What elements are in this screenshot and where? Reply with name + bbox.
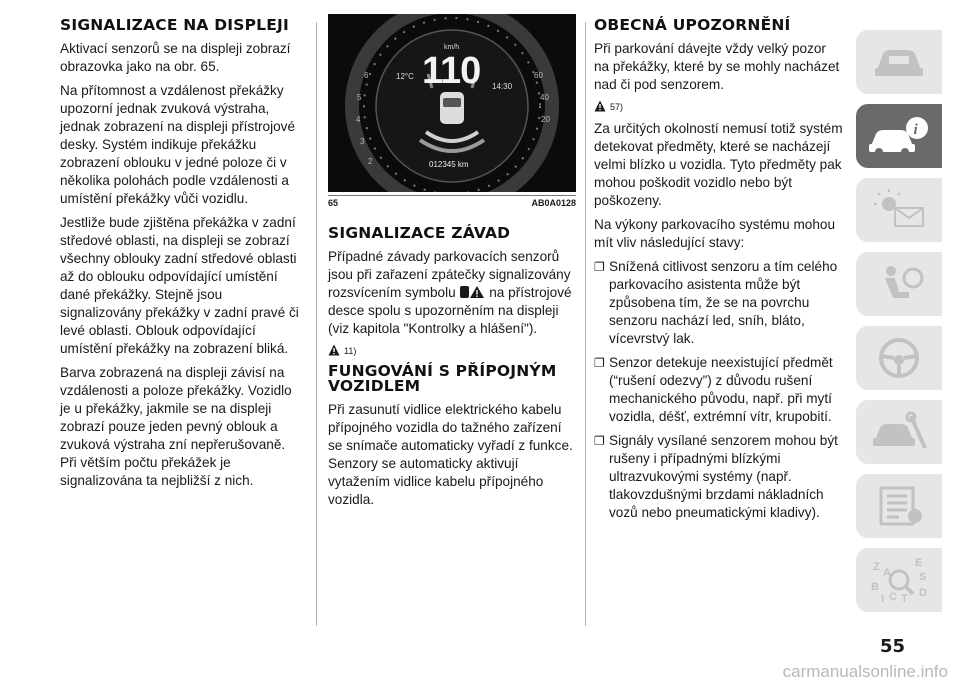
car-info-icon bbox=[867, 114, 931, 158]
tab-emergency[interactable] bbox=[856, 400, 942, 464]
figure-code: AB0A0128 bbox=[531, 198, 576, 208]
column-left bbox=[60, 18, 304, 496]
tab-driving[interactable] bbox=[856, 326, 942, 390]
figure-number: 65 bbox=[328, 198, 339, 208]
heading-fault-signaling: SIGNALIZACE ZÁVAD bbox=[328, 224, 511, 242]
svg-text:20: 20 bbox=[541, 115, 550, 124]
column-right bbox=[594, 18, 844, 528]
paragraph: Na přítomnost a vzdálenost překážky upozorní jednak zvuková výstraha, jednak zobrazení na displeji přístrojové desky. Systém indikuje překážku zobrazení oblouku v jedné poloze či v několika polohách podle vzdálenosti a umístění překážky vůči vozidlu. bbox=[60, 83, 296, 206]
svg-text:6: 6 bbox=[364, 71, 369, 80]
conditions-list bbox=[594, 258, 844, 522]
paragraph-fault bbox=[328, 248, 576, 338]
paragraph: Barva zobrazená na displeji závisí na vzdálenosti a poloze překážky. Vozidlo je u překážky, jakmile se na displeji zobrazí pouze jeden pevný oblouk a zvuková výstraha zní nepřerušovaně. Při větším počtu překážek je signalizována ta nejbližší z nich. bbox=[60, 365, 292, 488]
svg-text:Z: Z bbox=[873, 561, 880, 573]
speed-unit: km/h bbox=[444, 44, 460, 51]
svg-text:5: 5 bbox=[357, 93, 362, 102]
tab-dashboard[interactable] bbox=[856, 30, 942, 94]
heading-display-signaling: SIGNALIZACE NA DISPLEJI bbox=[60, 16, 289, 34]
warning-triangle-icon bbox=[594, 100, 606, 112]
clock-readout: 14:30 bbox=[492, 82, 513, 91]
svg-text:S: S bbox=[919, 571, 927, 583]
tab-vehicle-info[interactable] bbox=[856, 104, 942, 168]
svg-text:C: C bbox=[889, 591, 897, 603]
paragraph-text: Případné závady parkovacích senzorů jsou při zařazení zpátečky signalizovány rozsvícením symbolu bbox=[328, 249, 571, 300]
tab-technical-data[interactable] bbox=[856, 474, 942, 538]
paragraph: Na výkony parkovacího systému mohou mít vliv následující stavy: bbox=[594, 217, 836, 250]
svg-text:I: I bbox=[881, 593, 885, 604]
paragraph: Za určitých okolností nemusí totiž systém detekovat předměty, které se nacházejí velmi blízko u vozidla. Tyto předměty pak mohou poškodit vozidlo nebo být poškozeny. bbox=[594, 121, 843, 208]
reference-number: 57) bbox=[610, 102, 624, 112]
list-item: ❐ Snížená citlivost senzoru a tím celého parkovacího asistenta může být způsobena tím, že se na povrchu senzoru nachází led, sníh, bláto, vícevrstvý lak. bbox=[594, 258, 844, 348]
page-number: 55 bbox=[880, 636, 906, 657]
heading-trailer-operation: FUNGOVÁNÍ S PŘÍPOJNÝM VOZIDLEM bbox=[328, 362, 557, 395]
svg-text:i: i bbox=[913, 122, 918, 138]
paragraph: Při parkování dávejte vždy velký pozor na překážky, které by se mohly nacházet nad či pod senzorem. bbox=[594, 41, 840, 92]
index-letters-icon bbox=[867, 556, 931, 604]
paragraph: Při zasunutí vidlice elektrického kabelu přípojného vozidla do tažného zařízení se snímače automaticky vyřadí z funkce. Senzory se automaticky aktivují vytažením vidlice kabelu přípojného vozidla. bbox=[328, 402, 573, 507]
car-repair-icon bbox=[869, 410, 929, 454]
airbag-seat-icon bbox=[869, 262, 929, 306]
reference-note bbox=[328, 344, 576, 356]
svg-text:E: E bbox=[915, 557, 923, 569]
svg-text:A: A bbox=[883, 567, 891, 579]
technical-data-icon bbox=[869, 484, 929, 528]
reference-note bbox=[594, 100, 844, 112]
tab-warning-lights[interactable] bbox=[856, 178, 942, 242]
svg-text:40: 40 bbox=[540, 93, 549, 102]
warning-lights-icon bbox=[869, 188, 929, 232]
column-middle bbox=[328, 14, 576, 515]
watermark: carmanualsonline.info bbox=[782, 662, 948, 681]
parking-sensor-warning-icon bbox=[459, 285, 485, 299]
svg-text:D: D bbox=[919, 587, 927, 599]
chapter-sidebar bbox=[856, 30, 946, 622]
warning-triangle-icon bbox=[328, 344, 340, 356]
list-item: ❐ Signály vysílané senzorem mohou být rušeny i případnými blízkými ultrazvukovými systémy (např. tlakovzdušnými brzdami nákladních vozů nebo pneumatickými kladivy). bbox=[594, 432, 844, 522]
tab-safety[interactable] bbox=[856, 252, 942, 316]
reference-number: 11) bbox=[344, 346, 357, 356]
svg-text:60: 60 bbox=[534, 71, 543, 80]
paragraph-text: na přístrojové desce spolu s upozorněním na displeji (viz kapitola "Kontrolky a hlášení"). bbox=[328, 285, 572, 336]
tab-index[interactable] bbox=[856, 548, 942, 612]
list-item: ❐ Senzor detekuje neexistující předmět (“rušení odezvy”) z důvodu rušení mechanického původu, např. při mytí vozidla, déšť, extrémní vítr, krupobití. bbox=[594, 354, 844, 426]
temperature-readout: 12°C bbox=[396, 72, 414, 81]
column-divider bbox=[316, 22, 317, 626]
heading-general-warnings: OBECNÁ UPOZORNĚNÍ bbox=[594, 16, 791, 34]
figure-caption bbox=[328, 195, 576, 208]
svg-text:T: T bbox=[901, 593, 908, 604]
speed-readout: 110 bbox=[422, 50, 481, 92]
svg-text:2: 2 bbox=[368, 157, 373, 166]
svg-text:3: 3 bbox=[360, 137, 365, 146]
column-divider bbox=[585, 22, 586, 626]
paragraph: Aktivací senzorů se na displeji zobrazí obrazovka jako na obr. 65. bbox=[60, 41, 291, 74]
car-dashboard-icon bbox=[869, 40, 929, 84]
instrument-cluster-figure bbox=[328, 14, 576, 192]
paragraph: Jestliže bude zjištěna překážka v zadní středové oblasti, na displeji se zobrazí všechny oblouky zadní středové oblasti až do oblouku odpovídající umístění dané překážky. Stejně jsou signalizovány překážky v zadní pravé či levé oblasti. Oblouk odpovídající umístění překážky na zobrazení bliká. bbox=[60, 215, 299, 356]
steering-wheel-icon bbox=[869, 336, 929, 380]
odometer-readout: 012345 km bbox=[429, 160, 469, 169]
svg-text:B: B bbox=[871, 581, 879, 593]
svg-text:4: 4 bbox=[356, 115, 361, 124]
